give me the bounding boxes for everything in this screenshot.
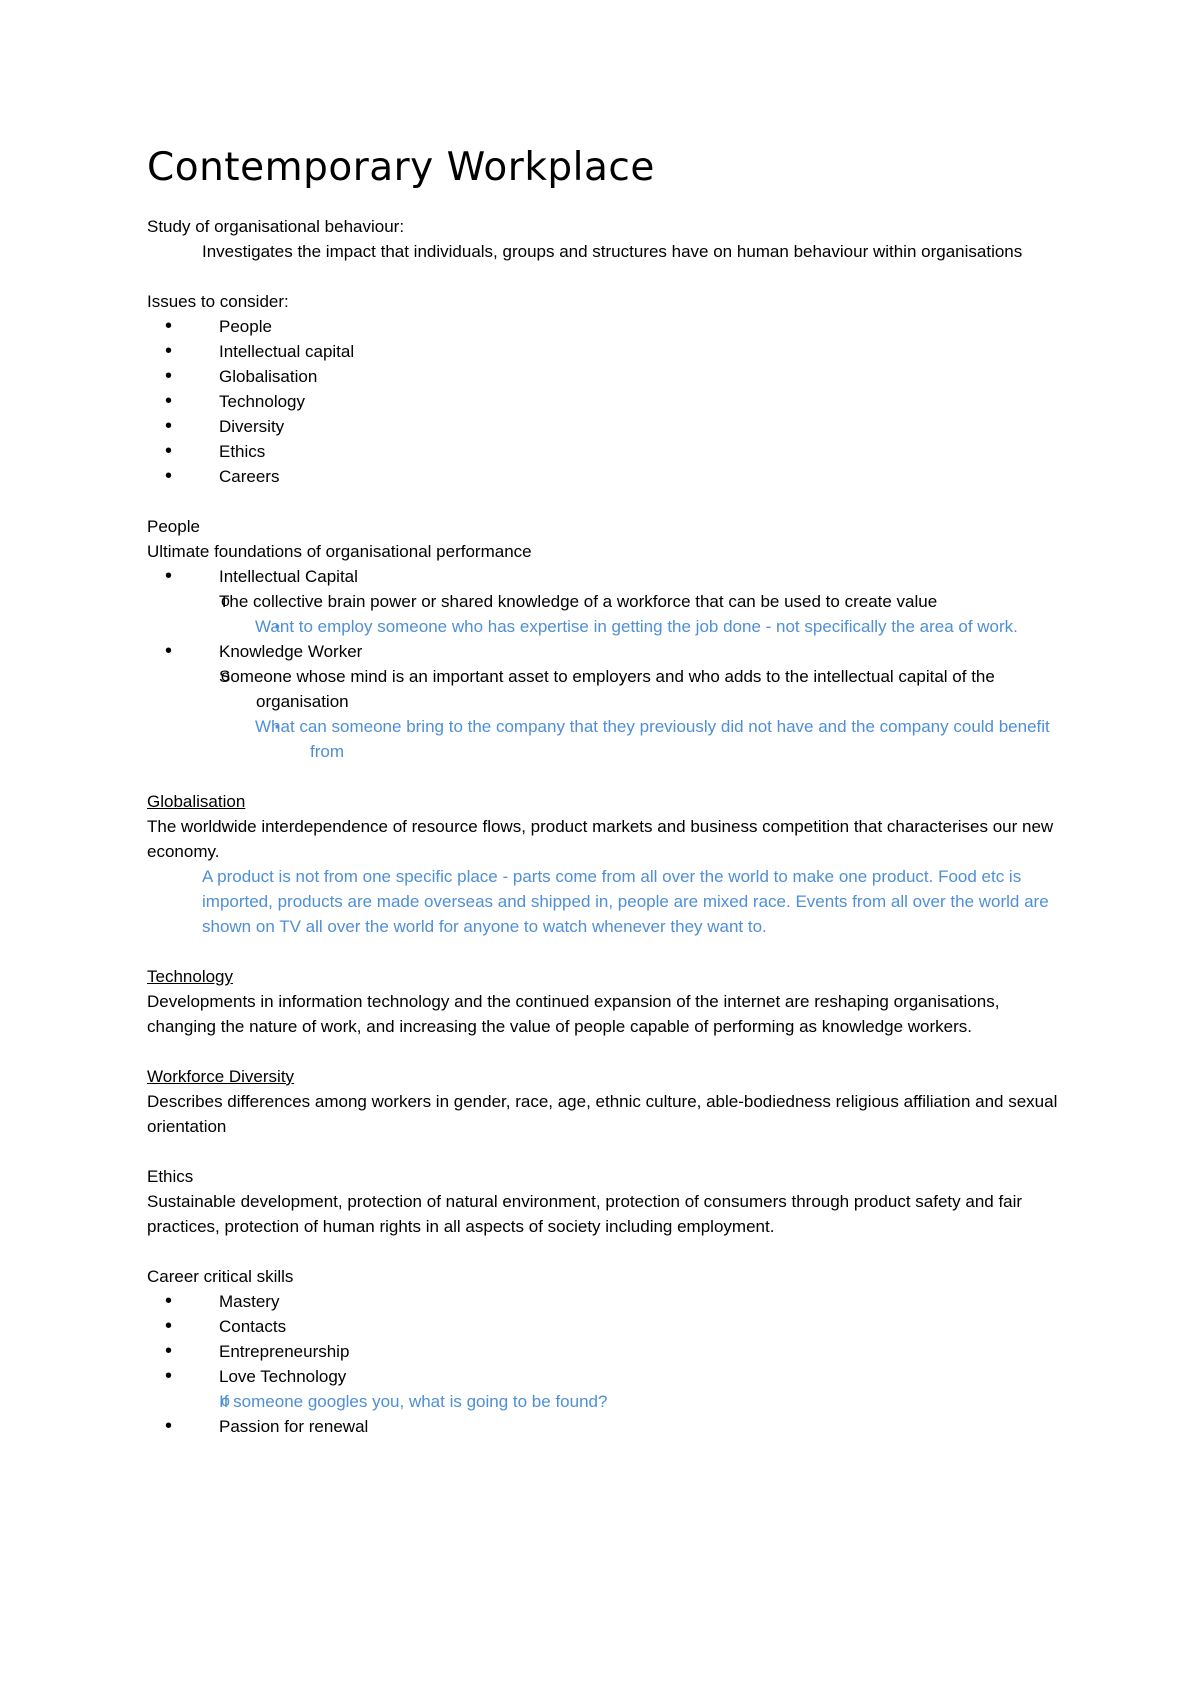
list-item: o The collective brain power or shared knowledge of a workforce that can be used to create value xyxy=(147,589,1067,614)
list-item: ▪ Want to employ someone who has expertise in getting the job done - not specifically the area of work. xyxy=(147,614,1067,639)
list-item: • People xyxy=(147,314,1067,339)
document-page xyxy=(147,140,1067,1439)
issues-list xyxy=(147,314,1067,489)
career-heading: Career critical skills xyxy=(147,1267,294,1286)
list-item: o If someone googles you, what is going to be found? xyxy=(147,1389,1067,1414)
list-item: • Knowledge Worker xyxy=(147,639,1067,664)
list-item: • Technology xyxy=(147,389,1067,414)
list-item: • Passion for renewal xyxy=(147,1414,1067,1439)
ethics-text: Sustainable development, protection of natural environment, protection of consumers through product safety and fair practices, protection of human rights in all aspects of society including employment. xyxy=(147,1192,1023,1236)
ethics-heading: Ethics xyxy=(147,1167,194,1186)
list-item: • Ethics xyxy=(147,439,1067,464)
diversity-text: Describes differences among workers in gender, race, age, ethnic culture, able-bodiedness religious affiliation and sexual orientation xyxy=(147,1092,1058,1136)
list-item: • Careers xyxy=(147,464,1067,489)
issues-heading: Issues to consider: xyxy=(147,292,289,311)
list-item: ▪ What can someone bring to the company that they previously did not have and the company could benefit from xyxy=(147,714,1067,764)
diversity-heading: Workforce Diversity xyxy=(147,1067,295,1086)
career-list xyxy=(147,1289,1067,1439)
globalisation-heading: Globalisation xyxy=(147,792,246,811)
list-item: o Someone whose mind is an important asset to employers and who adds to the intellectual capital of the organisation xyxy=(147,664,1067,714)
list-item: • Intellectual capital xyxy=(147,339,1067,364)
people-list xyxy=(147,564,1067,764)
list-item: • Contacts xyxy=(147,1314,1067,1339)
page-title: Contemporary Workplace xyxy=(147,145,655,190)
globalisation-note: A product is not from one specific place - parts come from all over the world to make one product. Food etc is imported, products are made overseas and shipped in, people are mixed race. Events from all over the world are shown on TV all over the world for anyone to watch whenever they want to. xyxy=(202,867,1049,936)
study-heading: Study of organisational behaviour: xyxy=(147,217,405,236)
list-item: • Love Technology xyxy=(147,1364,1067,1389)
people-heading: People xyxy=(147,517,200,536)
people-subtitle: Ultimate foundations of organisational performance xyxy=(147,542,532,561)
list-item: • Intellectual Capital xyxy=(147,564,1067,589)
list-item: • Mastery xyxy=(147,1289,1067,1314)
list-item: • Entrepreneurship xyxy=(147,1339,1067,1364)
study-text: Investigates the impact that individuals, groups and structures have on human behaviour within organisations xyxy=(202,242,1023,261)
list-item: • Diversity xyxy=(147,414,1067,439)
list-item: • Globalisation xyxy=(147,364,1067,389)
globalisation-text: The worldwide interdependence of resource flows, product markets and business competition that characterises our new economy. xyxy=(147,817,1054,861)
technology-text: Developments in information technology and the continued expansion of the internet are reshaping organisations, changing the nature of work, and increasing the value of people capable of performing as knowledge workers. xyxy=(147,992,1000,1036)
technology-heading: Technology xyxy=(147,967,234,986)
